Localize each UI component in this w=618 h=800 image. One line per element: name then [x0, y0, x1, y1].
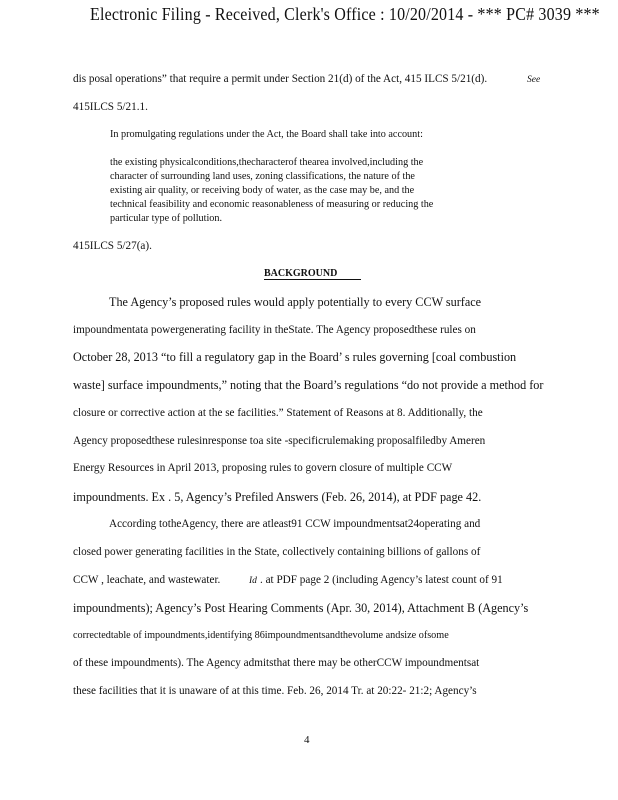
paragraph-line: closed power generating facilities in the State, collectively containing billions of gallons of: [73, 546, 481, 558]
block-quote-line: character of surrounding land uses, zoning classifications, the nature of the: [110, 171, 415, 182]
citation-signal: Id: [249, 576, 257, 586]
paragraph-line: correctedtable of impoundments,identifying 86impoundmentsandthevolume andsize ofsome: [73, 630, 449, 641]
block-quote-intro: In promulgating regulations under the Act, the Board shall take into account:: [110, 129, 423, 140]
block-quote-line: particular type of pollution.: [110, 213, 223, 224]
paragraph-line: Agency proposedthese rulesinresponse toa site -specificrulemaking proposalfiledby Ameren: [73, 435, 486, 447]
body-line: dis posal operations” that require a permit under Section 21(d) of the Act, 415 ILCS 5/21(d).: [73, 73, 488, 85]
paragraph-line: According totheAgency, there are atleast91 CCW impoundmentsat24operating and: [109, 518, 481, 530]
paragraph-line: impoundments. Ex . 5, Agency’s Prefiled Answers (Feb. 26, 2014), at PDF page 42.: [73, 490, 482, 504]
paragraph-line: waste] surface impoundments,” noting that the Board’s regulations “do not provide a method for: [73, 378, 544, 392]
section-heading: BACKGROUND: [264, 268, 361, 280]
paragraph-line: closure or corrective action at the se facilities.” Statement of Reasons at 8. Additionally, the: [73, 407, 483, 419]
paragraph-line: October 28, 2013 “to fill a regulatory gap in the Board’ s rules governing [coal combustion: [73, 350, 517, 364]
paragraph-line: Energy Resources in April 2013, proposing rules to govern closure of multiple CCW: [73, 462, 453, 474]
paragraph-line: impoundmentata powergenerating facility in theState. The Agency proposedthese rules on: [73, 324, 476, 336]
paragraph-line: of these impoundments). The Agency admitsthat there may be otherCCW impoundmentsat: [73, 657, 480, 669]
paragraph-line: The Agency’s proposed rules would apply potentially to every CCW surface: [109, 295, 482, 309]
paragraph-line: impoundments); Agency’s Post Hearing Comments (Apr. 30, 2014), Attachment B (Agency’s: [73, 601, 529, 615]
paragraph-line: . at PDF page 2 (including Agency’s latest count of 91: [260, 574, 503, 586]
citation-signal: See: [527, 75, 541, 85]
citation-line: 415ILCS 5/27(a).: [73, 240, 152, 252]
body-line: 415ILCS 5/21.1.: [73, 101, 148, 113]
block-quote-line: the existing physicalconditions,thecharacterof thearea involved,including the: [110, 157, 424, 168]
paragraph-line: CCW , leachate, and wastewater.: [73, 574, 221, 586]
block-quote-line: technical feasibility and economic reasonableness of measuring or reducing the: [110, 199, 434, 210]
block-quote-line: existing air quality, or receiving body of water, as the case may be, and the: [110, 185, 415, 196]
paragraph-line: these facilities that it is unaware of at this time. Feb. 26, 2014 Tr. at 20:22- 21:2; Agency’s: [73, 685, 477, 697]
filing-stamp-header: Electronic Filing - Received, Clerk's Office : 10/20/2014 - *** PC# 3039 ***: [90, 4, 600, 24]
page-number: 4: [304, 734, 310, 746]
